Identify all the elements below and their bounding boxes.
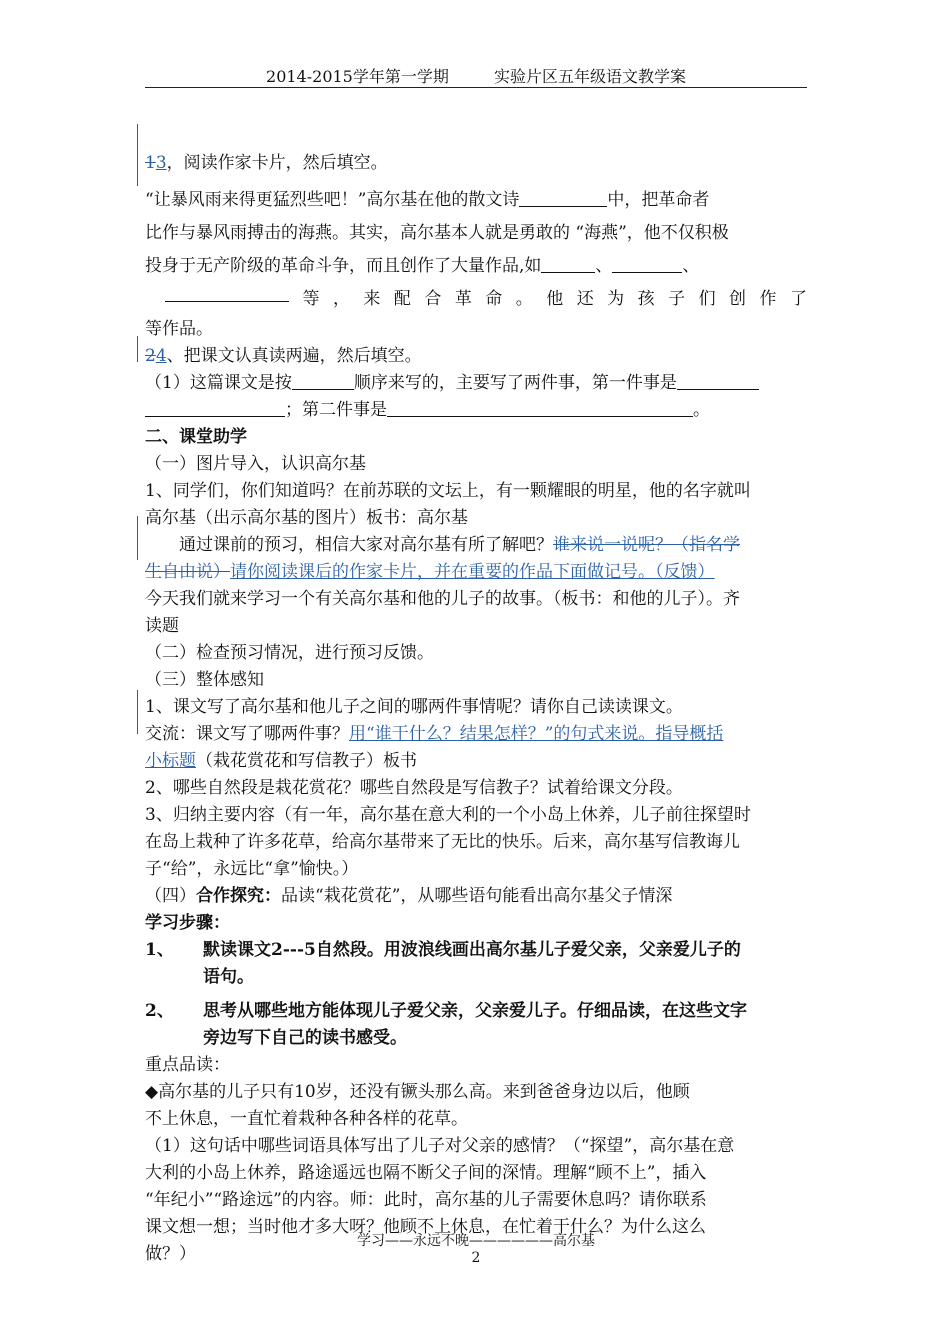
- header-term: 2014-2015学年第一学期: [266, 67, 449, 86]
- blank-field[interactable]: [145, 398, 285, 417]
- paragraph: （二）检查预习情况，进行预习反馈。: [145, 643, 434, 663]
- paragraph: 通过课前的预习，相信大家对高尔基有所了解吧？谁来说一说呢？（指名学: [179, 535, 740, 555]
- quote-line: ◆高尔基的儿子只有10岁，还没有镢头那么高。来到爸爸身边以后，他顾: [145, 1082, 690, 1102]
- paragraph: （1）这句话中哪些词语具体写出了儿子对父亲的感情？（“探望”，高尔基在意: [145, 1136, 735, 1156]
- blank-field[interactable]: [292, 371, 354, 390]
- page-header: [145, 64, 807, 87]
- revision-bar: [137, 124, 138, 186]
- question-3-line-4: 等 ， 来 配 合 革 命 。 他 还 为 孩 子 们 创 作 了: [145, 283, 807, 316]
- step-item: 2、 思考从哪些地方能体现儿子爱父亲，父亲爱儿子。仔细品读，在这些文字 旁边写下自己的读书感受。: [145, 1001, 747, 1048]
- steps-title: 学习步骤：: [145, 913, 230, 933]
- paragraph: 重点品读：: [145, 1055, 230, 1075]
- revision-bar: [137, 690, 138, 734]
- question-3-line-5: 等作品。: [145, 319, 213, 339]
- step-item: 1、 默读课文2---5自然段。用波浪线画出高尔基儿子爱父亲，父亲爱儿子的 语句。: [145, 940, 741, 987]
- paragraph: “年纪小”“路途远”的内容。师：此时，高尔基的儿子需要休息吗？请你联系: [145, 1190, 707, 1210]
- paragraph: 生自由说）请你阅读课后的作家卡片，并在重要的作品下面做记号。（反馈）: [145, 562, 715, 582]
- paragraph: 读题: [145, 616, 179, 636]
- paragraph: 2、哪些自然段是栽花赏花？哪些自然段是写信教子？试着给课文分段。: [145, 778, 683, 798]
- paragraph: 交流：课文写了哪两件事？用“谁干什么？结果怎样？”的句式来说。指导概括: [145, 724, 724, 744]
- paragraph: 3、归纳主要内容（有一年，高尔基在意大利的一个小岛上休养，儿子前往探望时: [145, 805, 751, 825]
- paragraph: 高尔基（出示高尔基的图片）板书：高尔基: [145, 508, 468, 528]
- question-3-line-2: 比作与暴风雨搏击的海燕。其实，高尔基本人就是勇敢的 “海燕”，他不仅积极: [145, 223, 729, 243]
- document-body: [145, 150, 807, 1268]
- quote-line: 不上休息，一直忙着栽种各种各样的花草。: [145, 1109, 468, 1129]
- blank-field[interactable]: [612, 254, 682, 273]
- page-footer: [145, 1233, 807, 1267]
- revision-bar: [137, 336, 138, 362]
- question-3-line-1: “让暴风雨来得更猛烈些吧！”高尔基在他的散文诗 中，把革命者: [145, 190, 710, 210]
- paragraph: 今天我们就来学习一个有关高尔基和他的儿子的故事。（板书：和他的儿子）。齐: [145, 589, 740, 609]
- blank-field[interactable]: [519, 188, 607, 207]
- paragraph: 1、同学们，你们知道吗？在前苏联的文坛上，有一颗耀眼的明星，他的名字就叫: [145, 481, 751, 501]
- paragraph: 在岛上栽种了许多花草，给高尔基带来了无比的快乐。后来，高尔基写信教诲儿: [145, 832, 740, 852]
- header-title: 实验片区五年级语文教学案: [493, 67, 686, 86]
- paragraph: （三）整体感知: [145, 670, 264, 690]
- footer-motto: 学习——永远不晚——————高尔基: [357, 1233, 595, 1249]
- blank-field[interactable]: [541, 254, 595, 273]
- blank-field[interactable]: [677, 371, 759, 390]
- paragraph: 大利的小岛上休养，路途遥远也隔不断父子间的深情。理解“顾不上”，插入: [145, 1163, 707, 1183]
- paragraph: 小标题（栽花赏花和写信教子）板书: [145, 751, 417, 771]
- question-3-title: 13，阅读作家卡片，然后填空。: [145, 153, 388, 173]
- question-4-title: 24、把课文认真读两遍，然后填空。: [145, 346, 422, 366]
- blank-field[interactable]: [387, 398, 693, 417]
- section-heading: 二、课堂助学: [145, 427, 247, 447]
- paragraph: 子“给”，永远比“拿”愉快。）: [145, 859, 359, 879]
- page-number: 2: [471, 1250, 481, 1266]
- revision-bar: [137, 516, 138, 560]
- paragraph: 做？）: [145, 1244, 196, 1264]
- paragraph: 课文想一想；当时他才多大呀？他顾不上休息，在忙着干什么？为什么这么: [145, 1217, 706, 1237]
- header-rule: [145, 87, 807, 88]
- question-4-line-1: （1）这篇课文是按 顺序来写的，主要写了两件事，第一件事是: [145, 370, 807, 397]
- paragraph: （四）合作探究：品读“栽花赏花”，从哪些语句能看出高尔基父子情深: [145, 886, 673, 906]
- question-4-line-2: ；第二件事是 。: [145, 397, 807, 424]
- paragraph: 1、课文写了高尔基和他儿子之间的哪两件事情呢？请你自己读读课文。: [145, 697, 683, 717]
- paragraph: （一）图片导入，认识高尔基: [145, 454, 366, 474]
- question-3-line-3: 投身于无产阶级的革命斗争，而且创作了大量作品,如 、 、: [145, 256, 700, 276]
- blank-field[interactable]: [165, 283, 289, 302]
